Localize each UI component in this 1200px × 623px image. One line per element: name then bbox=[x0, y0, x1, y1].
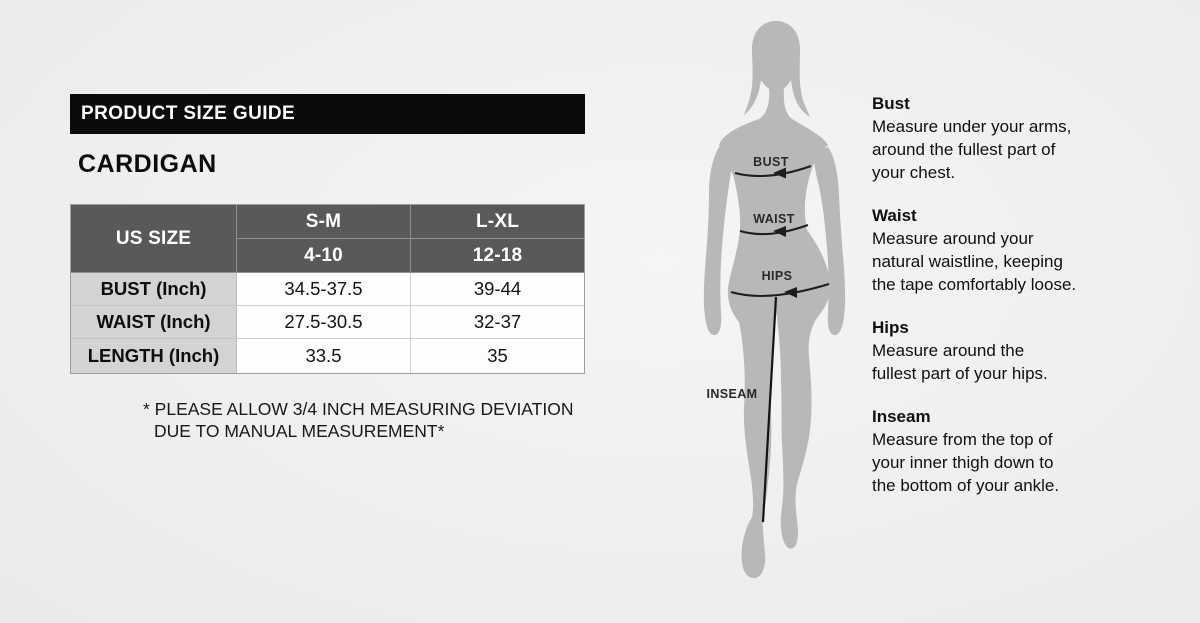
instruction-text: Measure under your arms, bbox=[872, 117, 1072, 136]
instruction-text: Measure around the bbox=[872, 341, 1025, 360]
table-corner-header: US SIZE bbox=[71, 205, 237, 273]
instruction-text: around the fullest part of bbox=[872, 140, 1056, 159]
column-header-range-lxl: 12-18 bbox=[411, 239, 584, 273]
bust-label: BUST bbox=[753, 155, 789, 169]
instruction-text: your inner thigh down to bbox=[872, 453, 1054, 472]
silhouette-left-arm bbox=[704, 147, 732, 335]
title-bar bbox=[70, 94, 585, 134]
bust-value-lxl: 39-44 bbox=[411, 273, 584, 306]
instruction-text: fullest part of your hips. bbox=[872, 364, 1048, 383]
instruction-text: your chest. bbox=[872, 163, 956, 182]
body-measurement-diagram bbox=[683, 16, 873, 582]
instruction-heading-waist: Waist bbox=[872, 206, 917, 225]
bust-value-sm: 34.5-37.5 bbox=[237, 273, 411, 306]
instruction-text: Measure around your bbox=[872, 229, 1034, 248]
product-name: CARDIGAN bbox=[78, 150, 217, 178]
waist-value-lxl: 32-37 bbox=[411, 306, 584, 339]
instruction-text: the bottom of your ankle. bbox=[872, 476, 1060, 495]
instruction-heading-inseam: Inseam bbox=[872, 407, 931, 426]
size-table bbox=[70, 204, 585, 374]
row-label-length: LENGTH (Inch) bbox=[71, 339, 237, 373]
instruction-heading-hips: Hips bbox=[872, 318, 909, 337]
measuring-instructions bbox=[872, 92, 1182, 497]
page-title: PRODUCT SIZE GUIDE bbox=[81, 103, 296, 124]
female-body-silhouette bbox=[683, 16, 873, 582]
length-value-lxl: 35 bbox=[411, 339, 584, 373]
column-header-range-sm: 4-10 bbox=[237, 239, 411, 273]
inseam-label: INSEAM bbox=[706, 387, 758, 401]
instruction-text: natural waistline, keeping bbox=[872, 252, 1063, 271]
column-header-size-lxl: L-XL bbox=[411, 205, 584, 239]
footnote-line-1: * PLEASE ALLOW 3/4 INCH MEASURING DEVIATION bbox=[143, 399, 574, 419]
row-label-bust: BUST (Inch) bbox=[71, 273, 237, 306]
length-value-sm: 33.5 bbox=[237, 339, 411, 373]
instruction-text: the tape comfortably loose. bbox=[872, 275, 1077, 294]
hips-label: HIPS bbox=[761, 269, 793, 283]
footnote-line-2: DUE TO MANUAL MEASUREMENT* bbox=[154, 421, 445, 441]
measurement-deviation-note bbox=[143, 398, 574, 442]
column-header-size-sm: S-M bbox=[237, 205, 411, 239]
instruction-text: Measure from the top of bbox=[872, 430, 1053, 449]
row-label-waist: WAIST (Inch) bbox=[71, 306, 237, 339]
waist-value-sm: 27.5-30.5 bbox=[237, 306, 411, 339]
waist-label: WAIST bbox=[753, 212, 795, 226]
instruction-heading-bust: Bust bbox=[872, 94, 910, 113]
